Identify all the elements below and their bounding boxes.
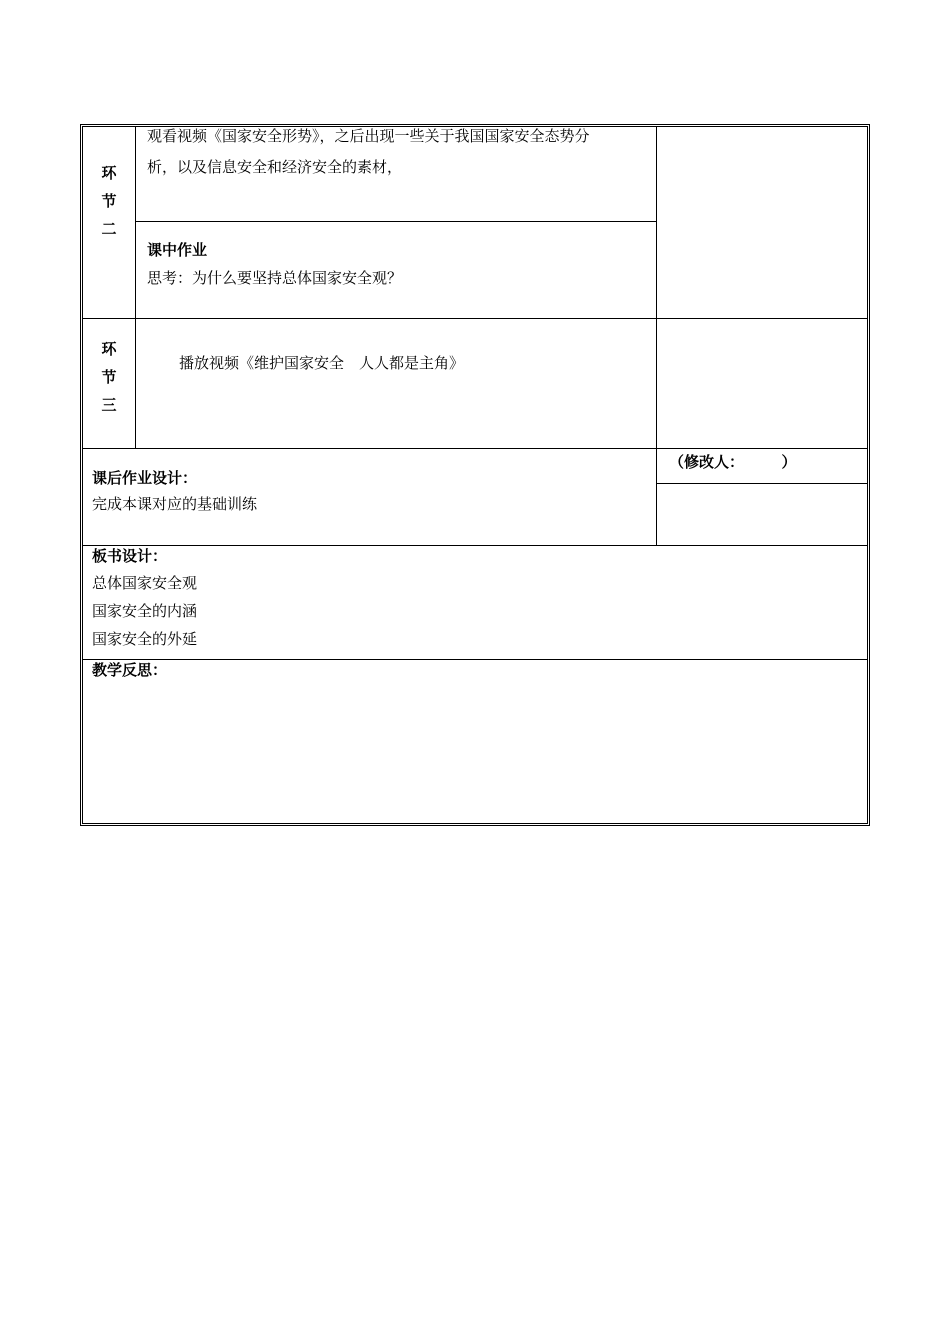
reflection-title: 教学反思： (92, 661, 168, 679)
divider-stage2-inner (135, 221, 656, 222)
after-class-title: 课后作业设计： (92, 469, 198, 487)
lesson-plan-table (80, 124, 870, 826)
stage2-intro-line-1: 观看视频《国家安全形势》，之后出现一些关于我国国家安全态势分 (147, 127, 590, 145)
divider-stage-col (135, 127, 136, 448)
board-line-3: 国家安全的外延 (92, 630, 198, 648)
divider-stage2-end (83, 318, 867, 319)
board-title: 板书设计： (92, 547, 168, 565)
stage2-intro (147, 122, 590, 181)
board-lines (92, 569, 197, 653)
stage2-homework-text: 思考：为什么要坚持总体国家安全观？ (147, 269, 403, 287)
after-class-text: 完成本课对应的基础训练 (92, 495, 258, 513)
stage2-label (83, 159, 135, 243)
board-line-2: 国家安全的内涵 (92, 602, 198, 620)
stage3-text: 播放视频《维护国家安全 人人都是主角》 (179, 354, 465, 372)
divider-reviser (656, 483, 867, 484)
board-line-1: 总体国家安全观 (92, 574, 198, 592)
divider-after-class-end (83, 545, 867, 546)
divider-board-end (83, 659, 867, 660)
stage2-label-char-1: 环 (101, 164, 117, 182)
stage3-label-char-1: 环 (101, 340, 117, 358)
stage3-label (83, 335, 135, 419)
stage3-label-char-3: 三 (101, 396, 117, 414)
reviser-field: （修改人： ） (669, 453, 797, 471)
stage2-label-char-3: 二 (101, 220, 117, 238)
stage2-label-char-2: 节 (101, 192, 117, 210)
stage2-intro-line-2: 析，以及信息安全和经济安全的素材， (147, 158, 403, 176)
stage3-label-char-2: 节 (101, 368, 117, 386)
stage2-homework-title: 课中作业 (147, 241, 208, 259)
